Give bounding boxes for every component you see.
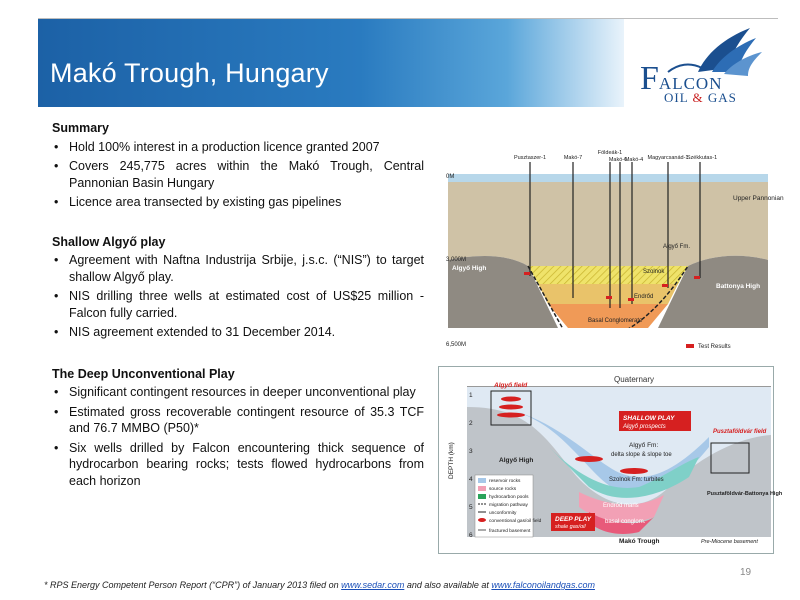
prospect-marker (620, 468, 648, 474)
legend-item: unconformity (489, 511, 517, 516)
test-results-label: Test Results (698, 344, 731, 350)
algyo-field-label: Algyő field (494, 382, 528, 389)
logo-name: ALCON (658, 74, 723, 93)
prospect-marker (575, 456, 603, 462)
deep-list (52, 384, 424, 489)
falcon-website-link[interactable]: www.falconoilandgas.com (491, 580, 595, 590)
endrod-label: Endrőd (634, 294, 654, 300)
endrod-label: Endrőd marls (603, 503, 639, 509)
shallow-play-label: SHALLOW PLAY (623, 415, 675, 422)
depth-tick: 4 (469, 476, 473, 483)
basal-label: basal conglom. (605, 519, 646, 525)
text-column (52, 120, 424, 492)
legend-item: hydrocarbon pools (489, 495, 529, 500)
play-diagram-figure (438, 366, 783, 554)
list-item: • NIS agreement extended to 31 December 2014. (52, 324, 424, 341)
shallow-list (52, 252, 424, 341)
list-item: • Hold 100% interest in a production licence granted 2007 (52, 139, 424, 156)
depth-tick: 6 (469, 532, 473, 539)
pre-miocene-label: Pre-Miocene basement (701, 539, 758, 545)
legend-item: conventional gas/oil field (489, 519, 542, 524)
list-item: • NIS drilling three wells at estimated cost of US$25 million - Falcon fully carried. (52, 288, 424, 321)
cross-section-svg (438, 148, 784, 358)
pfv-high-label: Pusztaföldvár-Battonya High (707, 491, 783, 497)
szolnok-label: Szolnok Fm: turbites (609, 477, 664, 483)
list-item: • Covers 245,775 acres within the Makó Trough, Central Pannonian Basin Hungary (52, 158, 424, 191)
upper-pannonian-layer (448, 180, 768, 266)
deep-heading: The Deep Unconventional Play (52, 366, 235, 381)
depth-tick: 1 (469, 392, 473, 399)
summary-heading: Summary (52, 121, 109, 135)
play-diagram-svg (439, 367, 783, 553)
well-label: Földeák-1 (597, 150, 623, 156)
pfv-field-label: Pusztaföldvár field (713, 429, 767, 435)
page-title: Makó Trough, Hungary (50, 58, 329, 88)
well-label: Makó-7 (563, 155, 583, 161)
szolnok-layer (538, 284, 678, 304)
footnote (44, 580, 595, 590)
list-item: • Significant contingent resources in deeper unconventional play (52, 384, 424, 401)
shallow-play-sub: Algyő prospects (623, 424, 666, 430)
well-label: Makó-4 (624, 157, 644, 163)
surface-layer (448, 174, 768, 182)
logo-amp: & (692, 90, 704, 105)
legend-item: reservoir rocks (489, 479, 521, 484)
endrod-layer (548, 304, 668, 328)
algyo-fm-sub: delta slope & slope toe (611, 452, 672, 458)
algyo-high-label: Algyő High (499, 457, 534, 464)
logo-oil: OIL (664, 90, 689, 105)
basal-label: Basal Conglomerate (588, 318, 643, 324)
footnote-text-1: * RPS Energy Competent Person Report (“CPR”) of January 2013 filed on (44, 580, 342, 590)
well-label: Makó-6 (608, 157, 628, 163)
algyo-fm-label: Algyő Fm: (629, 442, 659, 449)
well-label: Székkutas-1 (686, 155, 718, 161)
well-label: Pusztaszer-1 (513, 155, 547, 161)
szolnok-label: Szolnok (643, 269, 665, 275)
algyo-fm-label: Algyő Fm. (663, 244, 691, 250)
page-number: 19 (740, 567, 752, 578)
depth-label: 0M (446, 174, 455, 180)
mako-trough-label: Makó Trough (619, 538, 660, 545)
falcon-logo (628, 24, 778, 110)
depth-tick: 3 (469, 448, 473, 455)
depth-label: 3,000M (446, 257, 467, 263)
battonya-high-label: Battonya High (716, 283, 761, 290)
list-item: • Licence area transected by existing gas pipelines (52, 194, 424, 211)
list-item: • Estimated gross recoverable contingent resource of 35.3 TCF and 76.7 MMBO (P50)* (52, 404, 424, 437)
quaternary-label: Quaternary (614, 375, 655, 384)
legend-item: fractured basement (489, 529, 531, 534)
shallow-heading: Shallow Algyő play (52, 234, 166, 249)
legend-item: source rocks (489, 487, 517, 492)
list-item: • Six wells drilled by Falcon encountering thick sequence of hydrocarbon bearing rocks; tests flowed hydrocarbons from each horizon (52, 440, 424, 490)
algyo-high-label: Algyő High (452, 265, 487, 272)
deep-play-sub: shale gas/oil (555, 524, 586, 530)
footnote-text-2: and also available at (404, 580, 492, 590)
list-item: • Agreement with Naftna Industrija Srbije, j.s.c. (“NIS”) to target shallow Algyő play. (52, 252, 424, 285)
logo-subtitle (664, 90, 737, 106)
upper-pannonian-label: Upper Pannonian (733, 195, 784, 202)
legend-item: migration pathway (489, 503, 528, 508)
well-label: Magyarcsanád-1 (647, 155, 689, 161)
summary-list (52, 139, 424, 211)
logo-initial: F (640, 60, 659, 97)
sedar-link[interactable]: www.sedar.com (341, 580, 405, 590)
depth-axis-label: DEPTH (km) (448, 442, 455, 479)
cross-section-figure (438, 148, 784, 358)
depth-label: 6,500M (446, 342, 467, 348)
title-banner (38, 19, 624, 107)
depth-tick: 5 (469, 504, 473, 511)
depth-tick: 2 (469, 420, 473, 427)
deep-play-label: DEEP PLAY (555, 516, 592, 523)
logo-gas: GAS (707, 90, 737, 105)
